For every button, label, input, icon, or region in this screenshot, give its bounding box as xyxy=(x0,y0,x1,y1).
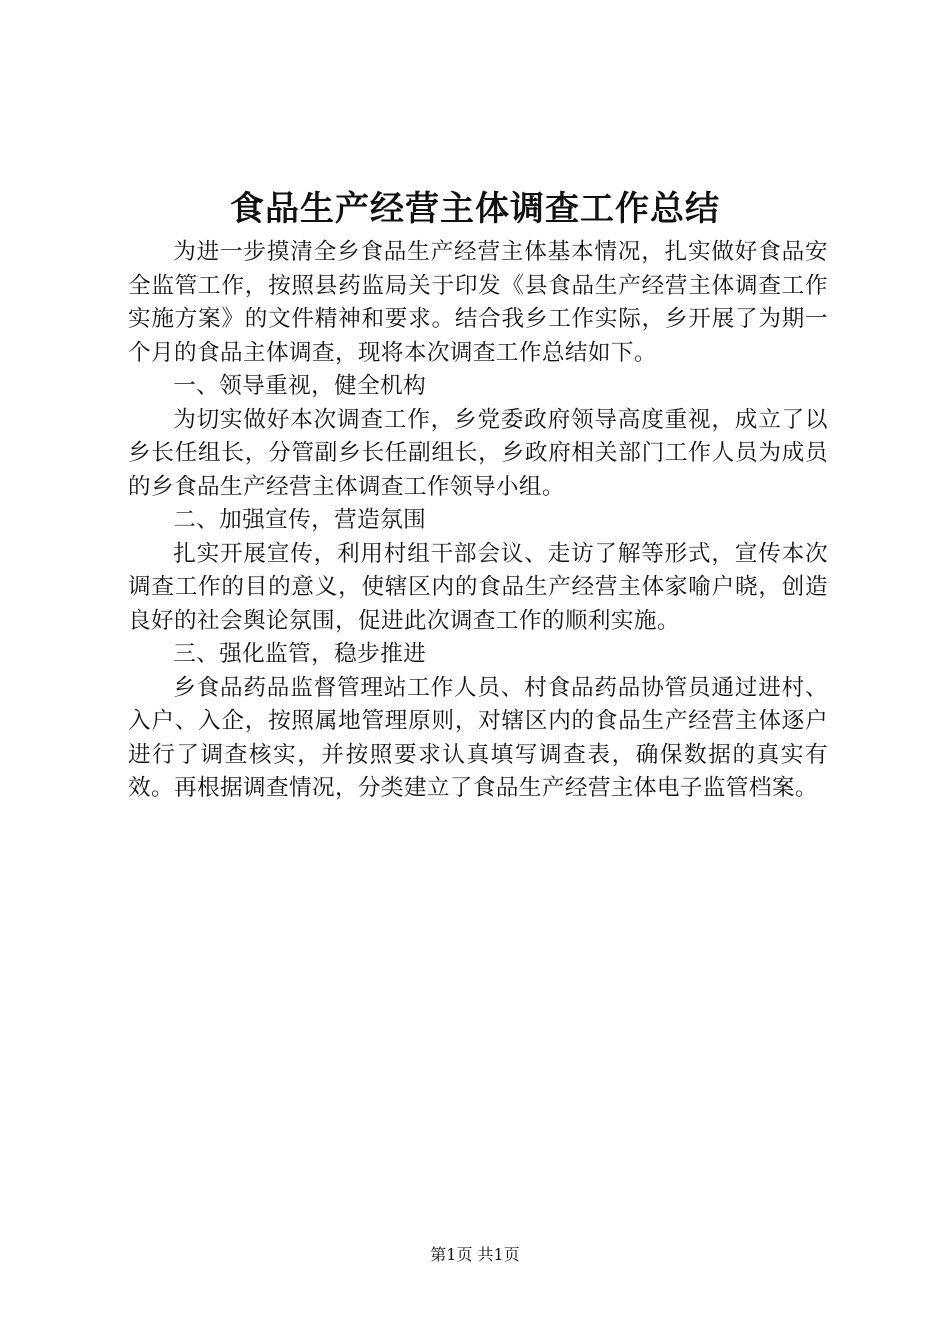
section-heading-2: 二、加强宣传，营造氛围 xyxy=(173,507,427,533)
page-number: 第1页 共1页 xyxy=(430,1245,520,1264)
section-paragraph-1: 为切实做好本次调查工作，乡党委政府领导高度重视，成立了以乡长任组长，分管副乡长任副组长，乡政府相关部门工作人员为成员的乡食品生产经营主体调查工作领导小组。 xyxy=(128,406,828,500)
section-heading-1: 一、领导重视，健全机构 xyxy=(173,373,427,399)
section-paragraph-2: 扎实开展宣传，利用村组干部会议、走访了解等形式，宣传本次调查工作的目的意义，使辖区内的食品生产经营主体家喻户晓，创造良好的社会舆论氛围，促进此次调查工作的顺利实施。 xyxy=(128,540,828,634)
section-heading-3: 三、强化监管，稳步推进 xyxy=(173,641,427,667)
intro-paragraph: 为进一步摸清全乡食品生产经营主体基本情况，扎实做好食品安全监管工作，按照县药监局关于印发《县食品生产经营主体调查工作实施方案》的文件精神和要求。结合我乡工作实际，乡开展了为期一个月的食品主体调查，现将本次调查工作总结如下。 xyxy=(128,239,828,366)
section-paragraph-3: 乡食品药品监督管理站工作人员、村食品药品协管员通过进村、入户、入企，按照属地管理原则，对辖区内的食品生产经营主体逐户进行了调查核实，并按照要求认真填写调查表，确保数据的真实有效。再根据调查情况，分类建立了食品生产经营主体电子监管档案。 xyxy=(128,674,828,801)
document-body xyxy=(128,236,828,806)
page-title: 食品生产经营主体调查工作总结 xyxy=(230,189,720,229)
